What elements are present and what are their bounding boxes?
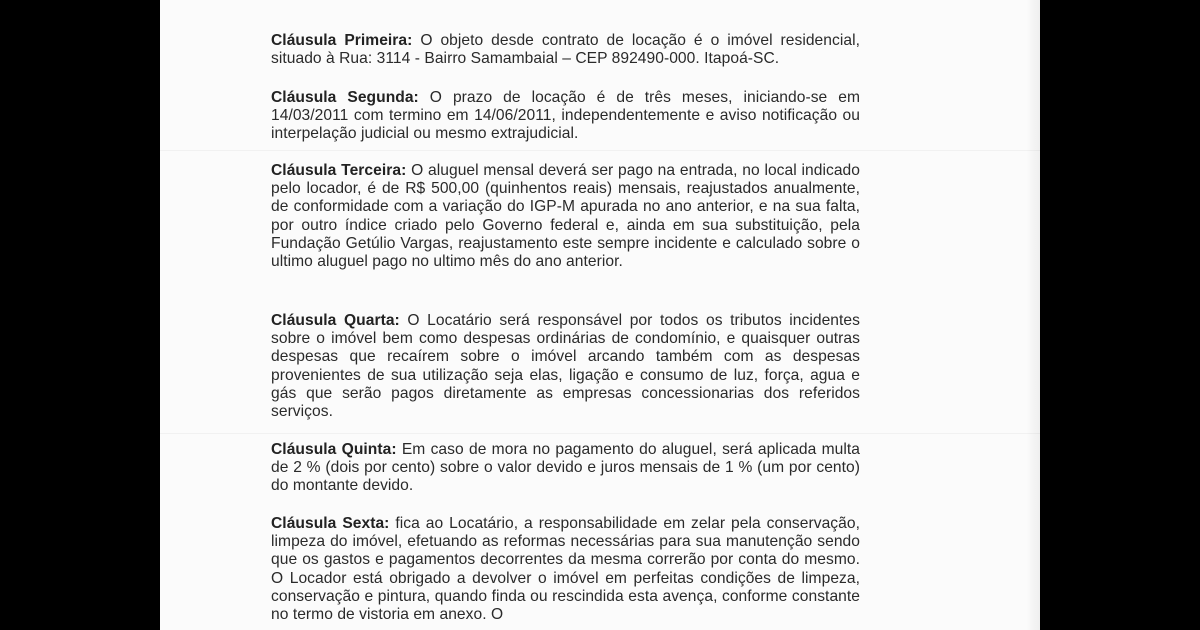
scanned-page	[160, 0, 1040, 630]
clause-quinta	[271, 441, 860, 496]
clause-segunda	[271, 89, 860, 144]
clause-terceira	[271, 162, 860, 271]
left-letterbox	[0, 0, 160, 630]
clause-body: O Locatário será responsável por todos os tributos incidentes sobre o imóvel bem como despesas ordinárias de condomínio, e quaisquer outras despesas que recaírem sobre o imóvel arcando também com as despesas provenientes de sua utilização seja elas, ligação e consumo de luz, força, agua e gás que serão pagos diretamente as empresas concessionarias dos referidos serviços.	[271, 312, 860, 421]
clause-title: Cláusula Primeira:	[271, 32, 413, 49]
right-letterbox	[1040, 0, 1200, 630]
clause-title: Cláusula Quinta:	[271, 441, 397, 458]
clause-body: fica ao Locatário, a responsabilidade em zelar pela conservação, limpeza do imóvel, efetuando as reformas necessárias para sua manutenção sendo que os gastos e pagamentos decorrentes da mesma correrão por conta do mesmo. O Locador está obrigado a devolver o imóvel em perfeitas condições de limpeza, conservação e pintura, quando finda ou rescindida esta avença, conforme constante no termo de vistoria em anexo. O	[271, 515, 860, 624]
clause-primeira	[271, 32, 860, 68]
paper-fold-line	[160, 150, 1040, 151]
clause-quarta	[271, 312, 860, 421]
clause-title: Cláusula Sexta:	[271, 515, 390, 532]
clause-sexta	[271, 515, 860, 624]
clause-title: Cláusula Terceira:	[271, 162, 407, 179]
clause-body: O aluguel mensal deverá ser pago na entrada, no local indicado pelo locador, é de R$ 500,00 (quinhentos reais) mensais, reajustados anualmente, de conformidade com a variação do IGP-M apurada no ano anterior, e na sua falta, por outro índice criado pelo Governo federal e, ainda em sua substituição, pela Fundação Getúlio Vargas, reajustamento este sempre incidente e calculado sobre o ultimo aluguel pago no ultimo mês do ano anterior.	[271, 162, 861, 271]
paper-fold-line	[160, 433, 1040, 434]
clause-title: Cláusula Quarta:	[271, 312, 400, 329]
clause-body: O prazo de locação é de três meses, iniciando-se em 14/03/2011 com termino em 14/06/2011, independentemente e aviso notificação ou interpelação judicial ou mesmo extrajudicial.	[271, 89, 861, 143]
clause-title: Cláusula Segunda:	[271, 89, 419, 106]
paper-edge-shadow	[1026, 0, 1040, 630]
clause-body: O objeto desde contrato de locação é o imóvel residencial, situado à Rua: 3114 - Bairro Samambaial – CEP 892490-000. Itapoá-SC.	[271, 32, 860, 68]
clause-body: Em caso de mora no pagamento do aluguel, será aplicada multa de 2 % (dois por cento) sobre o valor devido e juros mensais de 1 % (um por cento) do montante devido.	[271, 441, 860, 495]
